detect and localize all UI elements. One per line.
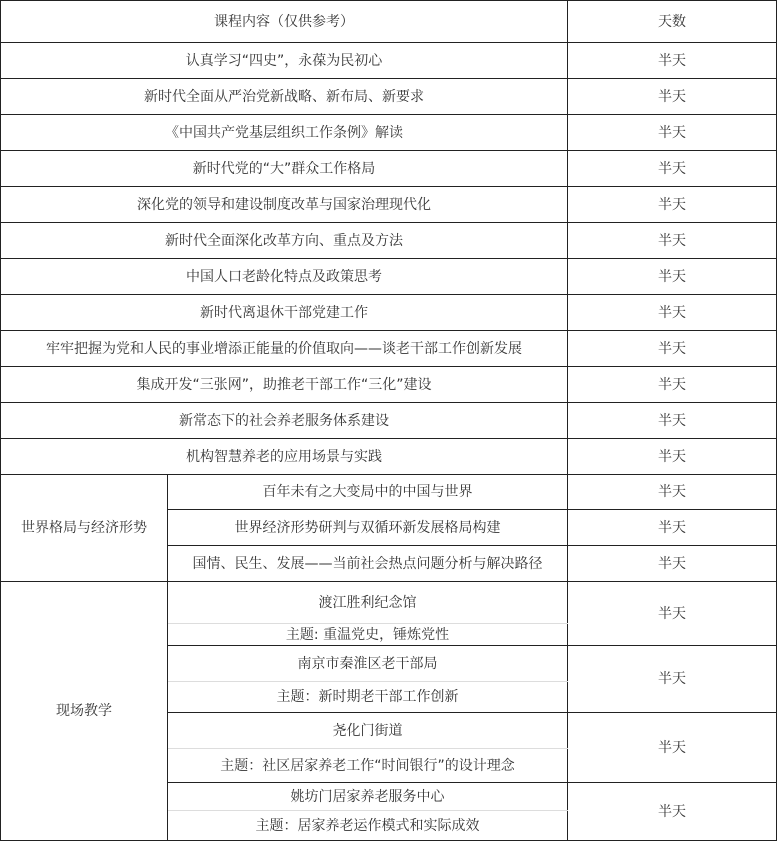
header-days-cell: 天数 <box>568 1 777 43</box>
course-content: 新时代全面深化改革方向、重点及方法 <box>1 223 568 259</box>
course-row <box>1 187 777 223</box>
course-days: 半天 <box>568 223 777 259</box>
course-row <box>1 331 777 367</box>
site-place: 南京市秦淮区老干部局 <box>168 646 568 682</box>
course-days: 半天 <box>568 510 777 546</box>
course-days: 半天 <box>568 582 777 646</box>
course-days: 半天 <box>568 43 777 79</box>
course-days: 半天 <box>568 115 777 151</box>
course-row <box>1 79 777 115</box>
world-group-row <box>1 475 777 510</box>
site-topic: 主题: 重温党史，锤炼党性 <box>168 624 568 646</box>
course-row <box>1 43 777 79</box>
course-content: 深化党的领导和建设制度改革与国家治理现代化 <box>1 187 568 223</box>
course-row <box>1 259 777 295</box>
course-days: 半天 <box>568 403 777 439</box>
course-content: 国情、民生、发展——当前社会热点问题分析与解决路径 <box>168 546 568 582</box>
course-row <box>1 295 777 331</box>
course-content: 集成开发“三张网”，助推老干部工作“三化”建设 <box>1 367 568 403</box>
course-content: 机构智慧养老的应用场景与实践 <box>1 439 568 475</box>
course-days: 半天 <box>568 295 777 331</box>
world-group-label: 世界格局与经济形势 <box>1 475 168 582</box>
course-content: 中国人口老龄化特点及政策思考 <box>1 259 568 295</box>
course-days: 半天 <box>568 151 777 187</box>
course-content: 新常态下的社会养老服务体系建设 <box>1 403 568 439</box>
course-content: 新时代党的“大”群众工作格局 <box>1 151 568 187</box>
site-visit-row <box>1 582 777 624</box>
course-days: 半天 <box>568 439 777 475</box>
course-days: 半天 <box>568 475 777 510</box>
course-days: 半天 <box>568 783 777 841</box>
site-group-label: 现场教学 <box>1 582 168 841</box>
course-days: 半天 <box>568 259 777 295</box>
course-days: 半天 <box>568 546 777 582</box>
course-row <box>1 367 777 403</box>
course-row <box>1 223 777 259</box>
course-days: 半天 <box>568 187 777 223</box>
course-row <box>1 439 777 475</box>
site-place: 姚坊门居家养老服务中心 <box>168 783 568 811</box>
course-days: 半天 <box>568 646 777 713</box>
course-row <box>1 403 777 439</box>
header-content-cell: 课程内容（仅供参考） <box>1 1 568 43</box>
course-content: 百年未有之大变局中的中国与世界 <box>168 475 568 510</box>
course-content: 世界经济形势研判与双循环新发展格局构建 <box>168 510 568 546</box>
site-topic: 主题：新时期老干部工作创新 <box>168 682 568 713</box>
site-place: 渡江胜利纪念馆 <box>168 582 568 624</box>
course-content: 牢牢把握为党和人民的事业增添正能量的价值取向——谈老干部工作创新发展 <box>1 331 568 367</box>
course-days: 半天 <box>568 331 777 367</box>
course-days: 半天 <box>568 367 777 403</box>
course-days: 半天 <box>568 79 777 115</box>
course-content: 新时代全面从严治党新战略、新布局、新要求 <box>1 79 568 115</box>
course-row <box>1 151 777 187</box>
course-days: 半天 <box>568 713 777 783</box>
site-topic: 主题：居家养老运作模式和实际成效 <box>168 811 568 841</box>
course-content: 《中国共产党基层组织工作条例》解读 <box>1 115 568 151</box>
course-content: 新时代离退休干部党建工作 <box>1 295 568 331</box>
course-content: 认真学习“四史”，永葆为民初心 <box>1 43 568 79</box>
site-topic: 主题：社区居家养老工作“时间银行”的设计理念 <box>168 749 568 783</box>
site-place: 尧化门街道 <box>168 713 568 749</box>
header-row <box>1 1 777 43</box>
course-row <box>1 115 777 151</box>
